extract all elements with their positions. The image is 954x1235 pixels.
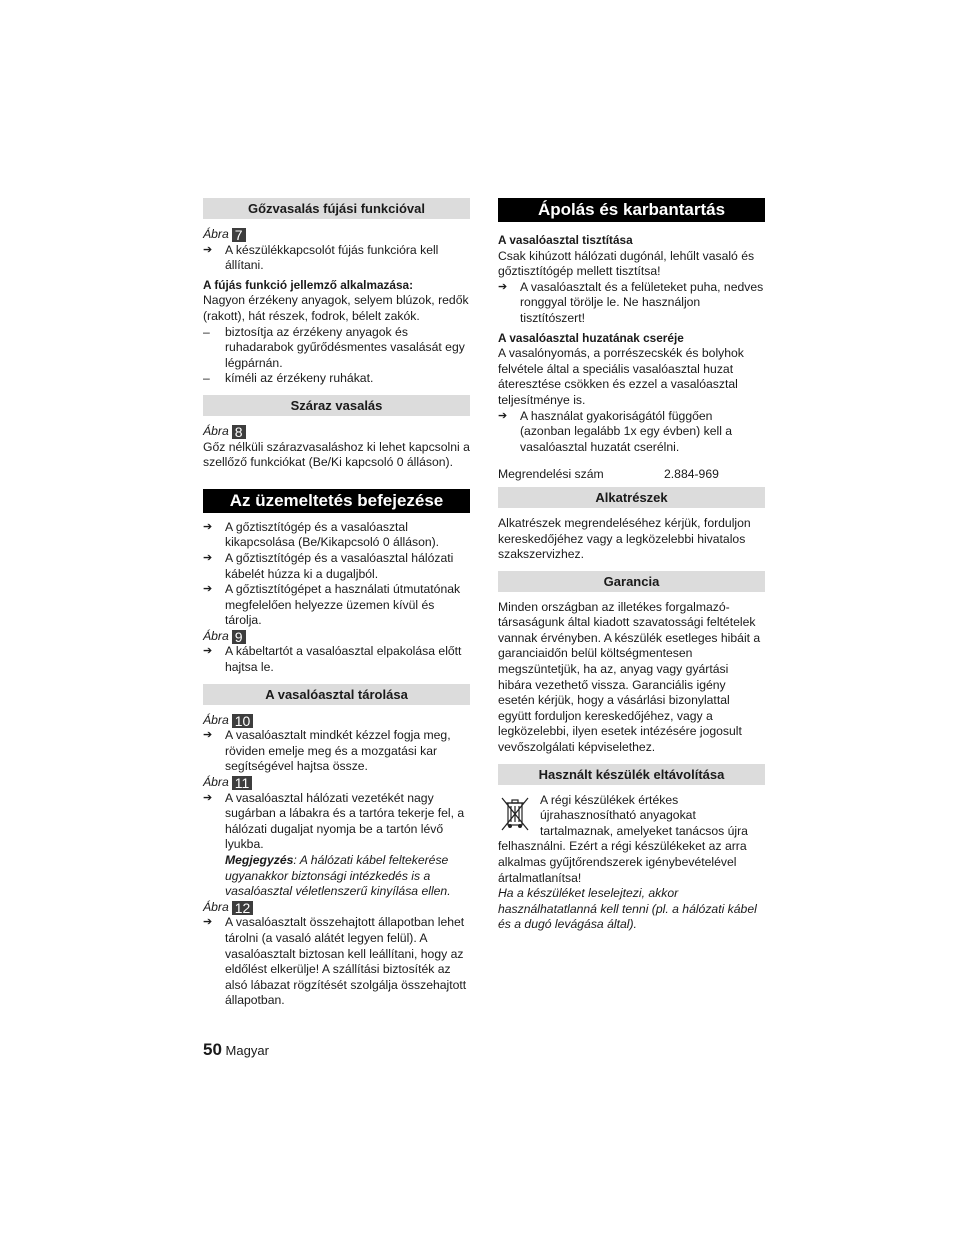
step-text: A vasalóasztal hálózati vezetékét nagy sugárban a lábakra és a tartóra tekerje fel, a hálózati dugaljat nyomja be a tartón lévő lyukba. — [225, 790, 465, 852]
arrow-right-icon: ➔ — [203, 729, 213, 742]
order-number-value: 2.884-969 — [664, 467, 719, 482]
step-text: A használat gyakoriságától függően (azonban legalább 1x egy évben) kell a vasalóasztal huzatát cserélni. — [520, 408, 733, 454]
step-text: A kábeltartót a vasalóasztal elpakolása előtt hajtsa le. — [225, 644, 462, 675]
figure-label: Ábra — [203, 775, 229, 790]
step-text-block — [225, 791, 470, 900]
chapter-heading-shutdown: Az üzemeltetés befejezése — [203, 489, 470, 513]
arrow-right-icon: ➔ — [203, 791, 213, 804]
dash-item — [203, 325, 470, 372]
paragraph: A vasalónyomás, a porrészecskék és bolyhok felvétele által a speciális vasalóasztal huzat áteresztése csökken és ezzel a vasalóasztal teljesítménye is. — [498, 346, 744, 407]
section-heading-spare-parts: Alkatrészek — [498, 487, 765, 508]
figure-number: 10 — [232, 714, 254, 728]
figure-label: Ábra — [203, 423, 229, 438]
arrow-right-icon: ➔ — [203, 551, 213, 564]
figure-reference — [203, 424, 470, 440]
step-text: A vasalóasztalt és a felületeket puha, nedves ronggyal törölje le. Ne használjon tisztítószert! — [520, 279, 764, 325]
figure-reference — [203, 227, 470, 243]
figure-label: Ábra — [203, 628, 229, 643]
note-text: : A hálózati kábel feltekerése ugyanakkor biztonsági intézkedés is a vasalóasztal véletlenszerű kinyílása ellen. — [225, 853, 451, 899]
arrow-right-icon: ➔ — [498, 409, 508, 422]
paragraph: Gőz nélküli szárazvasaláshoz ki lehet kapcsolni a szellőző funkciókat (Be/Ki kapcsoló 0 álláson). — [203, 439, 470, 470]
dash-text: kíméli az érzékeny ruhákat. — [225, 371, 374, 386]
arrow-right-icon: ➔ — [203, 520, 213, 533]
figure-number: 9 — [232, 630, 246, 644]
subheading: A fújás funkció jellemző alkalmazása: — [203, 277, 414, 292]
arrow-right-icon: ➔ — [203, 243, 213, 256]
figure-number: 8 — [232, 425, 246, 439]
step-item — [203, 243, 470, 274]
figure-number: 7 — [232, 228, 246, 242]
crossed-out-bin-icon — [498, 793, 540, 840]
step-text: A vasalóasztalt összehajtott állapotban lehet tárolni (a vasaló alátét legyen felül). A vasalóasztalt biztosan kell leállítani, hogy az eldőlést elkerülje! A szállítási biztosíték az alsó lábazat rögzítését szolgálja összehajtott állapotban. — [225, 915, 467, 1008]
disposal-block — [498, 793, 765, 840]
section-heading-blow-function: Gőzvasalás fújási funkcióval — [203, 198, 470, 219]
figure-reference — [203, 713, 470, 729]
dash-text: biztosítja az érzékeny anyagok és ruhadarabok gyűrődésmentes vasalását egy légpárnán. — [225, 324, 465, 370]
left-column — [203, 198, 470, 1009]
paragraph: A régi készülékek értékes újrahasznosítható anyagokat tartalmaznak, amelyeket tanácsos újra — [540, 792, 748, 838]
paragraph: Nagyon érzékeny anyagok, selyem blúzok, redők (rakott), hát részek, fodrok, bélelt zakók. — [203, 293, 469, 323]
step-text: A gőztisztítógépet a használati útmutatónak megfelelően helyezze üzemen kívül és tárolja. — [225, 582, 461, 628]
figure-reference — [203, 775, 470, 791]
subheading: A vasalóasztal tisztítása — [498, 233, 633, 247]
arrow-right-icon: ➔ — [203, 645, 213, 658]
note-label: Megjegyzés — [225, 853, 294, 867]
section-heading-storage: A vasalóasztal tárolása — [203, 684, 470, 705]
page-number: 50 — [203, 1040, 222, 1059]
section-heading-disposal: Használt készülék eltávolítása — [498, 764, 765, 785]
paragraph: Alkatrészek megrendeléséhez kérjük, forduljon kereskedőjéhez vagy a legközelebbi hivatalos szakszervizhez. — [498, 515, 751, 562]
step-item — [203, 791, 470, 900]
figure-number: 11 — [232, 776, 253, 790]
step-item — [203, 915, 470, 1009]
paragraph: Csak kihúzott hálózati dugónál, lehűlt vasaló és gőztisztítógép mellett tisztítsa! — [498, 248, 755, 279]
arrow-right-icon: ➔ — [203, 583, 213, 596]
right-column — [498, 198, 765, 933]
order-number-label: Megrendelési szám — [498, 467, 604, 482]
dash-marker: – — [203, 371, 210, 386]
arrow-right-icon: ➔ — [203, 916, 213, 929]
step-item — [203, 520, 470, 551]
step-item — [203, 644, 470, 675]
arrow-right-icon: ➔ — [498, 280, 508, 293]
step-item — [203, 551, 470, 582]
footer-language: Magyar — [225, 1043, 269, 1058]
figure-number: 12 — [232, 901, 254, 915]
chapter-heading-maintenance: Ápolás és karbantartás — [498, 198, 765, 222]
paragraph: felhasználni. Ezért a régi készülékeket az arra alkalmas gyűjtőrendszerek igénybevételével ártalmatlanítsa! — [498, 839, 747, 885]
step-text: A vasalóasztalt mindkét kézzel fogja meg, röviden emelje meg és a mozgatási kar segítségével hajtsa össze. — [225, 728, 451, 774]
italic-note: Ha a készüléket leselejtezi, akkor használhatatlanná kell tenni (pl. a hálózati kábel és a dugó levágása által). — [498, 886, 757, 932]
figure-reference — [203, 900, 470, 916]
page-footer — [203, 1040, 269, 1060]
section-heading-warranty: Garancia — [498, 571, 765, 592]
step-item — [498, 280, 765, 327]
step-item — [203, 582, 470, 629]
step-text: A gőztisztítógép és a vasalóasztal kikapcsolása (Be/Kikapcsoló 0 álláson). — [225, 519, 440, 550]
section-heading-dry-ironing: Száraz vasalás — [203, 395, 470, 416]
step-item — [203, 728, 470, 775]
figure-label: Ábra — [203, 227, 229, 241]
note — [225, 853, 451, 898]
subheading: A vasalóasztal huzatának cseréje — [498, 330, 684, 345]
step-text: A gőztisztítógép és a vasalóasztal hálózati kábelét húzza ki a dugaljból. — [225, 550, 454, 581]
figure-label: Ábra — [203, 712, 229, 727]
dash-item — [203, 371, 470, 387]
step-text: A készülékkapcsolót fújás funkcióra kell állítani. — [225, 242, 439, 273]
order-number-row — [498, 467, 765, 483]
step-item — [498, 409, 765, 456]
figure-reference — [203, 629, 470, 645]
figure-label: Ábra — [203, 899, 229, 914]
dash-marker: – — [203, 324, 210, 339]
paragraph: Minden országban az illetékes forgalmazó-társaságunk által kiadott szavatossági feltételek vannak érvényben. A készülék esetleges hibáit a garanciaidőn belül költségmentesen megszüntetjük, ha az, anyag vagy gyártási hibára vezethető vissza. Garanciális igény esetén kérjük, hogy a vásárlási bizonylattal együtt forduljon kereskedőjéhez, vagy a legközelebbi, ilyen esetek intézésére jogosult vevőszolgálati képviselethez. — [498, 599, 761, 755]
